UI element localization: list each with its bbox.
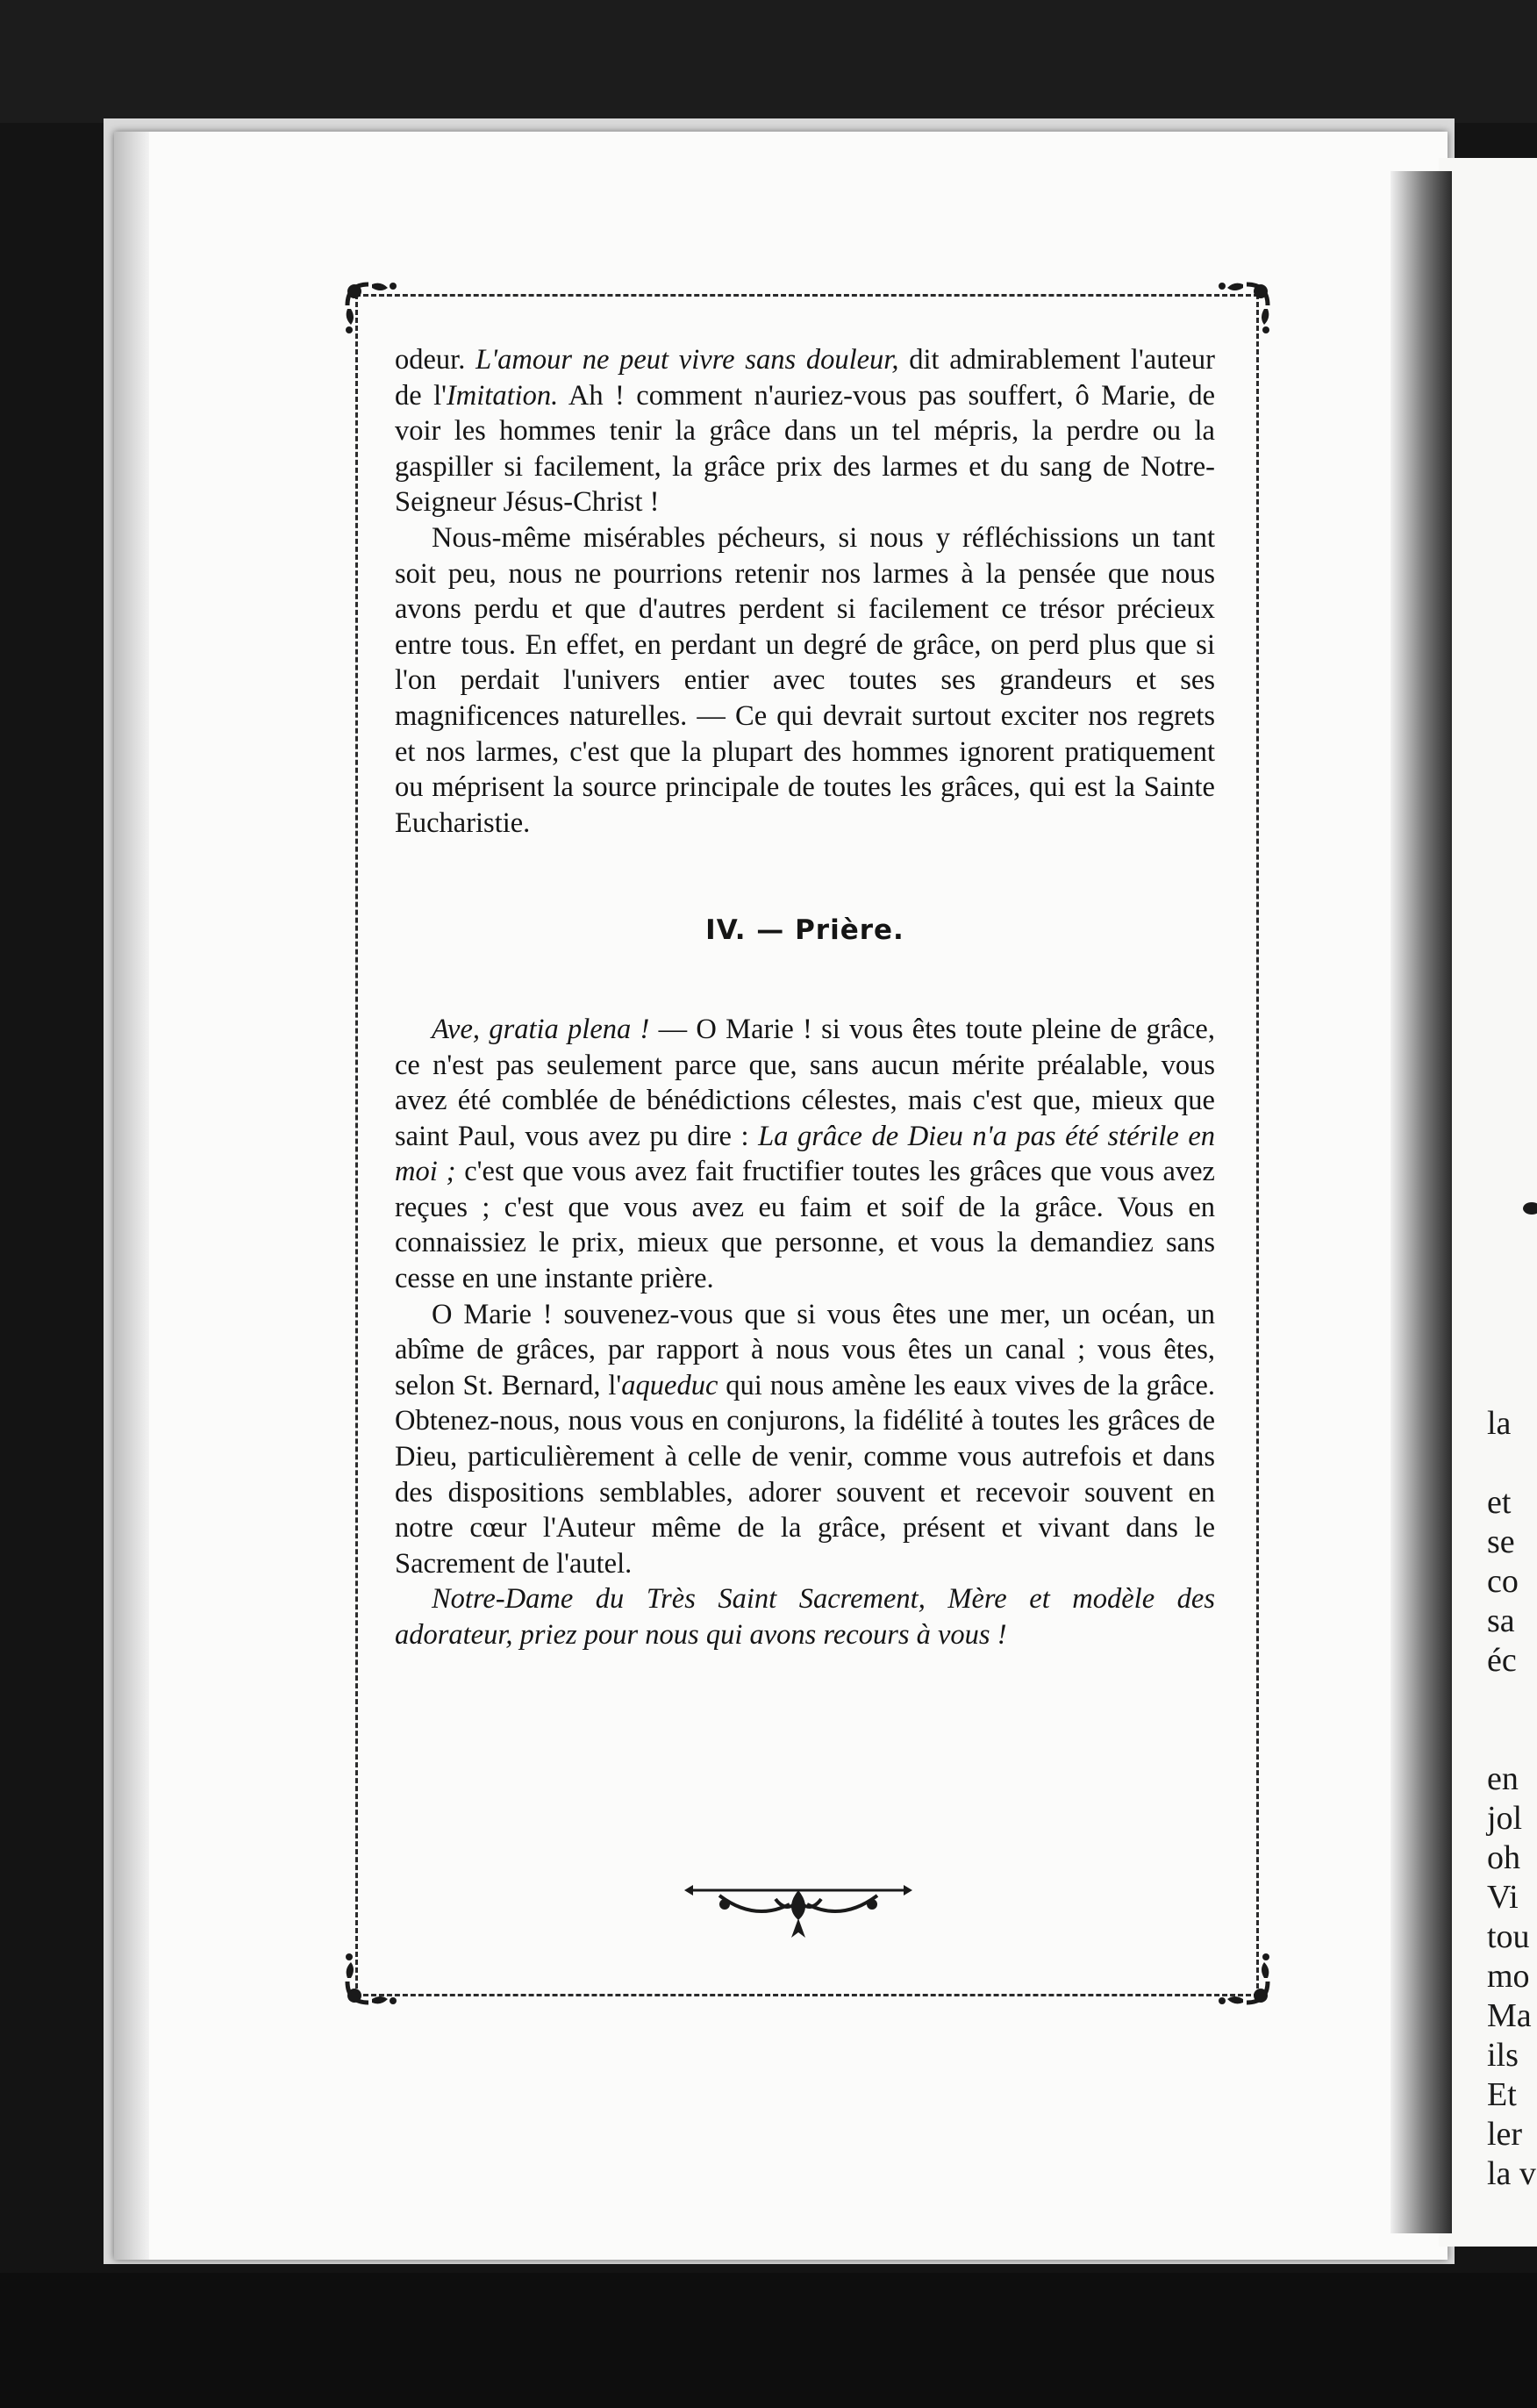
corner-ornament-icon	[1213, 279, 1273, 339]
facing-page	[1439, 158, 1537, 2247]
facing-page-line: tou	[1487, 1918, 1530, 1955]
facing-page-line: mo	[1487, 1958, 1530, 1995]
facing-page-line: éc	[1487, 1642, 1517, 1679]
facing-page-ink-blot	[1523, 1202, 1537, 1215]
facing-page-line: et	[1487, 1484, 1512, 1521]
facing-page-line: oh	[1487, 1839, 1520, 1876]
book-gutter	[1390, 171, 1452, 2233]
paragraph-3: Ave, gratia plena ! — O Marie ! si vous êtes toute pleine de grâce, ce n'est pas seulement parce que, sans aucun mérite préalable, vous avez été comblée de bénédictions célestes, mais c'est que, mieux que saint Paul, vous avez pu dire : La grâce de Dieu n'a pas été stérile en moi ; c'est que vous avez fait fructifier toutes les grâces que vous avez reçues ; c'est que vous avez eu faim et soif de la grâce. Vous en connaissiez le prix, mieux que personne, et vous la demandiez sans cesse en une instante prière.	[395, 1013, 1215, 1295]
facing-page-line: la	[1487, 1405, 1512, 1442]
facing-page-line: co	[1487, 1563, 1519, 1600]
page-body	[395, 342, 1215, 1653]
paragraph-2: Nous-même misérables pécheurs, si nous y réfléchissions un tant soit peu, nous ne pourrions retenir nos larmes à la pensée que nous avons perdu et que d'autres perdent si facilement ce trésor précieux entre tous. En effet, en perdant un degré de grâce, on perd plus que si l'on perdait l'univers entier avec toutes ses grandeurs et ses magnificences naturelles. — Ce qui devrait surtout exciter nos regrets et nos larmes, c'est que la plupart des hommes ignorent pratiquement ou méprisent la source principale de toutes les grâces, qui est la Sainte Eucharistie.	[395, 521, 1215, 839]
facing-page-line: ler	[1487, 2116, 1523, 2153]
ave-quote: Ave, gratia plena !	[432, 1013, 650, 1045]
facing-page-line: la v	[1487, 2155, 1536, 2192]
closing-invocation: Notre-Dame du Très Saint Sacrement, Mère et modèle des adorateur, priez pour nous qui avons recours à vous !	[395, 1583, 1215, 1651]
facing-page-line: en	[1487, 1760, 1519, 1797]
corner-ornament-icon	[1213, 1948, 1273, 2008]
scan-background-bottom	[0, 2273, 1537, 2408]
imitation-quote: L'amour ne peut vivre sans douleur,	[475, 344, 899, 376]
facing-page-line: Ma	[1487, 1997, 1532, 2034]
paragraph-1: odeur. L'amour ne peut vivre sans douleur, dit admirablement l'auteur de l'Imitation. Ah ! comment n'auriez-vous pas souffert, ô Marie, de voir les hommes tenir la grâce dans un tel mépris, la perdre ou la gaspiller si facilement, la grâce prix des larmes et du sang de Notre-Seigneur Jésus-Christ !	[395, 344, 1215, 519]
scan-background-top	[0, 0, 1537, 123]
facing-page-line: jol	[1487, 1800, 1523, 1837]
paragraph-4: O Marie ! souvenez-vous que si vous êtes une mer, un océan, un abîme de grâces, par rapport à nous vous êtes un canal ; vous êtes, selon St. Bernard, l'aqueduc qui nous amène les eaux vives de la grâce. Obtenez-nous, nous vous en conjurons, la fidélité à toutes les grâces de Dieu, particulièrement à celle de venir, comme vous autrefois et dans des dispositions semblables, adorer souvent et recevoir souvent en notre cœur l'Auteur même de la grâce, présent et vivant dans le Sacrement de l'autel.	[395, 1298, 1216, 1580]
saint-paul-quote: La grâce de Dieu n'a pas été stérile en moi ;	[395, 1120, 1215, 1188]
book-title-imitation: Imitation.	[446, 379, 559, 412]
facing-page-line: Et	[1487, 2076, 1517, 2113]
section-heading: IV. — Prière.	[705, 914, 904, 947]
corner-ornament-icon	[342, 279, 402, 339]
facing-page-line: sa	[1487, 1602, 1515, 1639]
page-edge	[114, 132, 149, 2260]
facing-page-line: ils	[1487, 2037, 1519, 2074]
tailpiece-ornament-icon	[684, 1878, 912, 1948]
facing-page-line: Vi	[1487, 1879, 1519, 1916]
aqueduc-word: aqueduc	[621, 1369, 718, 1401]
facing-page-line: se	[1487, 1523, 1515, 1560]
corner-ornament-icon	[342, 1948, 402, 2008]
